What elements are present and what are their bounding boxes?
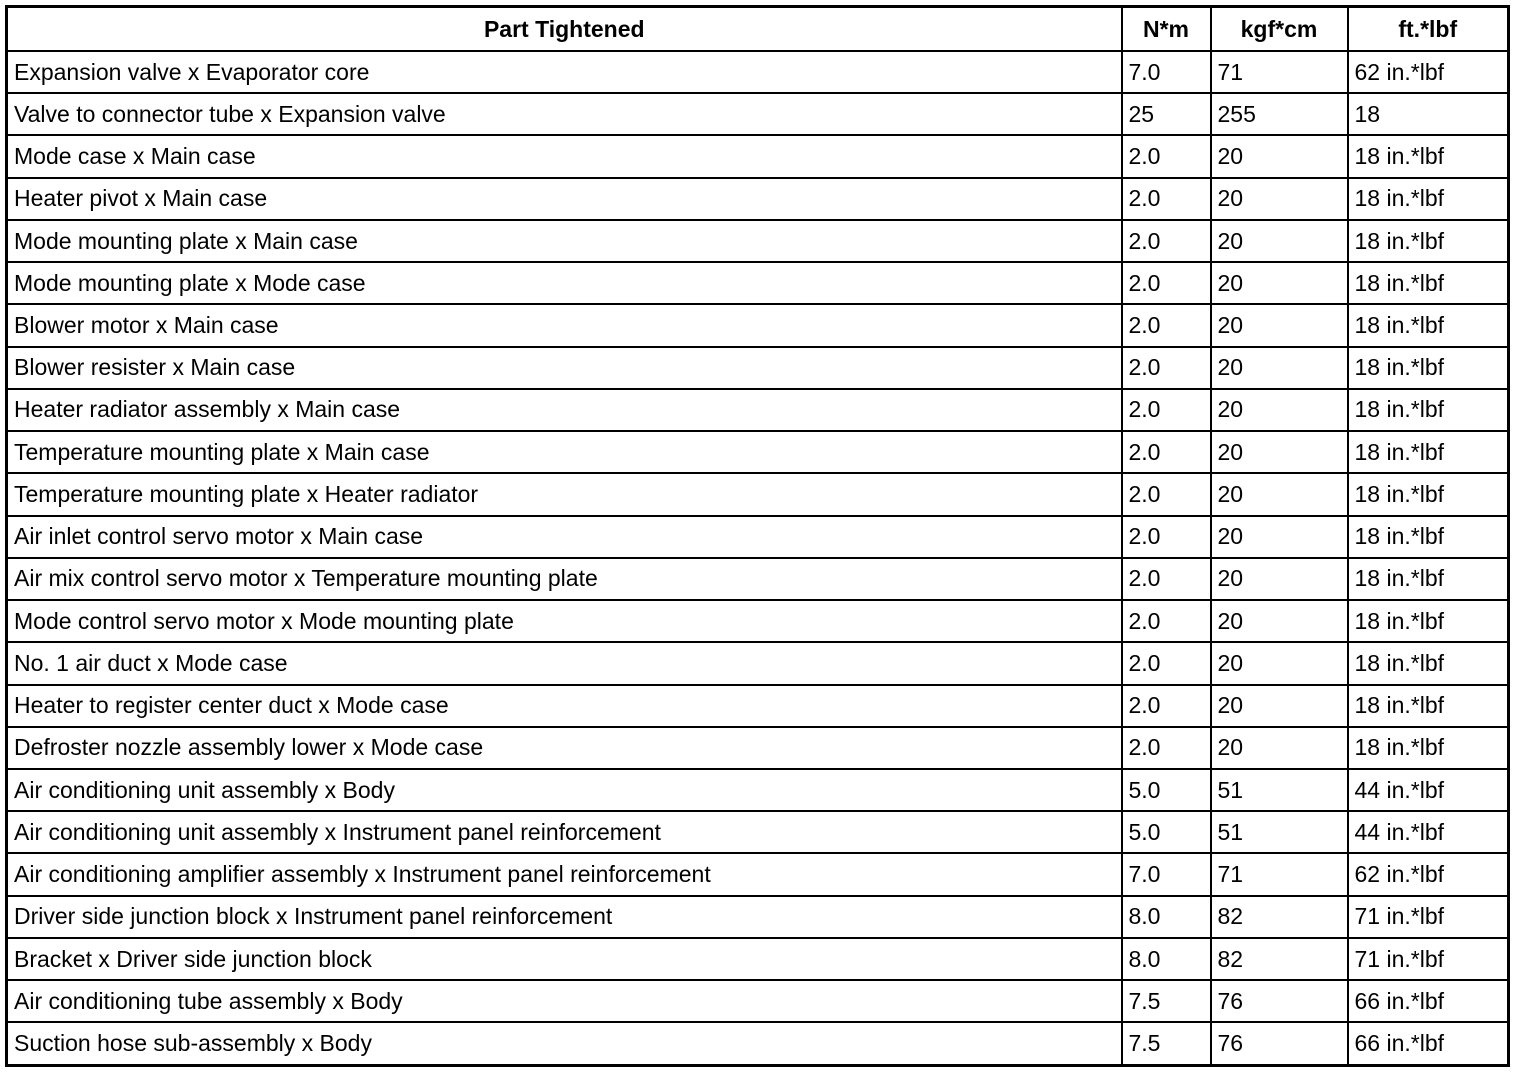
- cell-newton-meter: 2.0: [1122, 220, 1211, 262]
- cell-newton-meter: 5.0: [1122, 811, 1211, 853]
- cell-kgf-cm: 76: [1211, 980, 1348, 1022]
- cell-newton-meter: 25: [1122, 93, 1211, 135]
- cell-kgf-cm: 71: [1211, 853, 1348, 895]
- cell-newton-meter: 2.0: [1122, 685, 1211, 727]
- cell-ft-lbf: 18 in.*lbf: [1348, 727, 1509, 769]
- table-row: [7, 980, 1509, 1022]
- cell-part-tightened: Mode case x Main case: [7, 135, 1122, 177]
- header-kgf-cm: kgf*cm: [1211, 7, 1348, 52]
- table-row: [7, 135, 1509, 177]
- header-row: [7, 7, 1509, 52]
- torque-spec-table: [5, 5, 1510, 1067]
- cell-ft-lbf: 18 in.*lbf: [1348, 220, 1509, 262]
- cell-ft-lbf: 18 in.*lbf: [1348, 135, 1509, 177]
- table-row: [7, 93, 1509, 135]
- cell-newton-meter: 2.0: [1122, 473, 1211, 515]
- cell-part-tightened: Blower motor x Main case: [7, 304, 1122, 346]
- cell-ft-lbf: 18 in.*lbf: [1348, 389, 1509, 431]
- cell-part-tightened: Heater to register center duct x Mode case: [7, 685, 1122, 727]
- table-row: [7, 304, 1509, 346]
- cell-kgf-cm: 20: [1211, 727, 1348, 769]
- cell-kgf-cm: 20: [1211, 347, 1348, 389]
- table-row: [7, 685, 1509, 727]
- table-row: [7, 1022, 1509, 1065]
- cell-kgf-cm: 20: [1211, 178, 1348, 220]
- cell-kgf-cm: 51: [1211, 769, 1348, 811]
- cell-newton-meter: 7.5: [1122, 980, 1211, 1022]
- cell-newton-meter: 2.0: [1122, 347, 1211, 389]
- cell-newton-meter: 2.0: [1122, 558, 1211, 600]
- cell-kgf-cm: 51: [1211, 811, 1348, 853]
- cell-part-tightened: Temperature mounting plate x Heater radiator: [7, 473, 1122, 515]
- cell-part-tightened: No. 1 air duct x Mode case: [7, 642, 1122, 684]
- table-row: [7, 516, 1509, 558]
- cell-part-tightened: Air inlet control servo motor x Main case: [7, 516, 1122, 558]
- table-row: [7, 600, 1509, 642]
- cell-ft-lbf: 18 in.*lbf: [1348, 600, 1509, 642]
- cell-kgf-cm: 76: [1211, 1022, 1348, 1065]
- table-row: [7, 938, 1509, 980]
- cell-ft-lbf: 62 in.*lbf: [1348, 853, 1509, 895]
- cell-newton-meter: 7.5: [1122, 1022, 1211, 1065]
- cell-ft-lbf: 18 in.*lbf: [1348, 262, 1509, 304]
- table-row: [7, 178, 1509, 220]
- cell-part-tightened: Air conditioning amplifier assembly x Instrument panel reinforcement: [7, 853, 1122, 895]
- cell-part-tightened: Heater pivot x Main case: [7, 178, 1122, 220]
- cell-kgf-cm: 71: [1211, 51, 1348, 93]
- cell-part-tightened: Mode control servo motor x Mode mounting plate: [7, 600, 1122, 642]
- cell-part-tightened: Air conditioning unit assembly x Instrument panel reinforcement: [7, 811, 1122, 853]
- table-row: [7, 431, 1509, 473]
- cell-ft-lbf: 18 in.*lbf: [1348, 178, 1509, 220]
- cell-part-tightened: Blower resister x Main case: [7, 347, 1122, 389]
- cell-part-tightened: Valve to connector tube x Expansion valve: [7, 93, 1122, 135]
- cell-ft-lbf: 18 in.*lbf: [1348, 347, 1509, 389]
- table-row: [7, 727, 1509, 769]
- cell-newton-meter: 7.0: [1122, 853, 1211, 895]
- table-row: [7, 811, 1509, 853]
- cell-newton-meter: 2.0: [1122, 178, 1211, 220]
- table-row: [7, 642, 1509, 684]
- cell-ft-lbf: 66 in.*lbf: [1348, 980, 1509, 1022]
- cell-kgf-cm: 20: [1211, 685, 1348, 727]
- cell-ft-lbf: 18 in.*lbf: [1348, 473, 1509, 515]
- cell-newton-meter: 2.0: [1122, 389, 1211, 431]
- table-row: [7, 347, 1509, 389]
- cell-kgf-cm: 20: [1211, 558, 1348, 600]
- cell-part-tightened: Mode mounting plate x Mode case: [7, 262, 1122, 304]
- cell-newton-meter: 2.0: [1122, 727, 1211, 769]
- cell-part-tightened: Heater radiator assembly x Main case: [7, 389, 1122, 431]
- cell-kgf-cm: 20: [1211, 642, 1348, 684]
- cell-ft-lbf: 18 in.*lbf: [1348, 516, 1509, 558]
- table-row: [7, 769, 1509, 811]
- cell-kgf-cm: 20: [1211, 600, 1348, 642]
- header-part-tightened: Part Tightened: [7, 7, 1122, 52]
- table-row: [7, 558, 1509, 600]
- cell-ft-lbf: 18 in.*lbf: [1348, 304, 1509, 346]
- header-ft-lbf: ft.*lbf: [1348, 7, 1509, 52]
- cell-ft-lbf: 62 in.*lbf: [1348, 51, 1509, 93]
- cell-part-tightened: Bracket x Driver side junction block: [7, 938, 1122, 980]
- cell-part-tightened: Defroster nozzle assembly lower x Mode case: [7, 727, 1122, 769]
- table-row: [7, 896, 1509, 938]
- cell-part-tightened: Air conditioning unit assembly x Body: [7, 769, 1122, 811]
- cell-kgf-cm: 20: [1211, 389, 1348, 431]
- cell-kgf-cm: 82: [1211, 938, 1348, 980]
- table-row: [7, 220, 1509, 262]
- cell-ft-lbf: 18: [1348, 93, 1509, 135]
- table-header: [7, 7, 1509, 52]
- cell-kgf-cm: 20: [1211, 135, 1348, 177]
- table-row: [7, 51, 1509, 93]
- table-row: [7, 389, 1509, 431]
- table-row: [7, 262, 1509, 304]
- cell-newton-meter: 8.0: [1122, 938, 1211, 980]
- cell-kgf-cm: 82: [1211, 896, 1348, 938]
- cell-kgf-cm: 20: [1211, 304, 1348, 346]
- cell-ft-lbf: 44 in.*lbf: [1348, 811, 1509, 853]
- cell-ft-lbf: 18 in.*lbf: [1348, 431, 1509, 473]
- cell-kgf-cm: 20: [1211, 516, 1348, 558]
- cell-newton-meter: 7.0: [1122, 51, 1211, 93]
- cell-ft-lbf: 18 in.*lbf: [1348, 642, 1509, 684]
- cell-newton-meter: 2.0: [1122, 642, 1211, 684]
- cell-part-tightened: Air conditioning tube assembly x Body: [7, 980, 1122, 1022]
- cell-newton-meter: 8.0: [1122, 896, 1211, 938]
- cell-newton-meter: 2.0: [1122, 431, 1211, 473]
- cell-newton-meter: 2.0: [1122, 304, 1211, 346]
- cell-part-tightened: Driver side junction block x Instrument panel reinforcement: [7, 896, 1122, 938]
- cell-part-tightened: Suction hose sub-assembly x Body: [7, 1022, 1122, 1065]
- cell-newton-meter: 2.0: [1122, 262, 1211, 304]
- cell-kgf-cm: 20: [1211, 473, 1348, 515]
- cell-part-tightened: Expansion valve x Evaporator core: [7, 51, 1122, 93]
- cell-part-tightened: Temperature mounting plate x Main case: [7, 431, 1122, 473]
- cell-newton-meter: 5.0: [1122, 769, 1211, 811]
- cell-ft-lbf: 18 in.*lbf: [1348, 558, 1509, 600]
- cell-ft-lbf: 66 in.*lbf: [1348, 1022, 1509, 1065]
- cell-kgf-cm: 255: [1211, 93, 1348, 135]
- cell-ft-lbf: 18 in.*lbf: [1348, 685, 1509, 727]
- table-row: [7, 853, 1509, 895]
- cell-kgf-cm: 20: [1211, 431, 1348, 473]
- cell-part-tightened: Mode mounting plate x Main case: [7, 220, 1122, 262]
- table-row: [7, 473, 1509, 515]
- cell-kgf-cm: 20: [1211, 262, 1348, 304]
- cell-ft-lbf: 71 in.*lbf: [1348, 896, 1509, 938]
- cell-kgf-cm: 20: [1211, 220, 1348, 262]
- cell-newton-meter: 2.0: [1122, 600, 1211, 642]
- header-newton-meter: N*m: [1122, 7, 1211, 52]
- cell-ft-lbf: 71 in.*lbf: [1348, 938, 1509, 980]
- cell-newton-meter: 2.0: [1122, 516, 1211, 558]
- cell-part-tightened: Air mix control servo motor x Temperature mounting plate: [7, 558, 1122, 600]
- cell-newton-meter: 2.0: [1122, 135, 1211, 177]
- table-body: [7, 51, 1509, 1066]
- cell-ft-lbf: 44 in.*lbf: [1348, 769, 1509, 811]
